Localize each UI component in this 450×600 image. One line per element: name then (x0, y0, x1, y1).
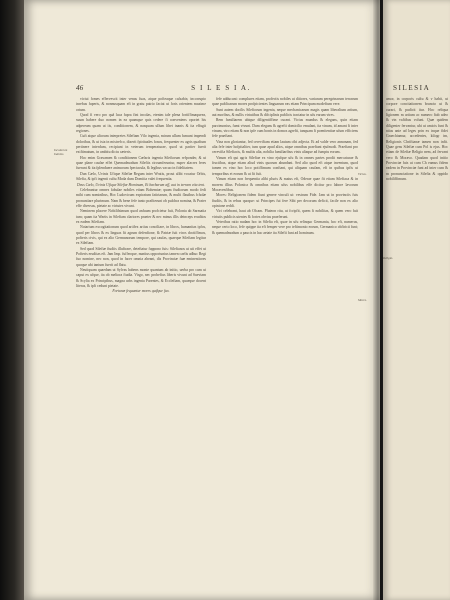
facing-page (383, 0, 450, 600)
paragraph: Vina non gloriantur, fed cerevifiam etiam lautam cibi adjecta. Et ad valde vero annonam, fed alia fefe inter hofpitaliter, tum quae apud alios, atque omnibus praeftant ejufmodi. Praeftant pro cerevifia Silefiacis, & multis alia, nobilia familiaribus vinis aliaque ad fumptu eorum. (212, 139, 358, 155)
paragraph: Neutiquam quaedam ut Sylvas habens monte quantum ab initio, uerba pro cum ut caput ex ufque, ita ob meliora ftudia. Virgo, nec probefius liberis vivunt ad Sueviam & Scylia ex Principibus, magna urbs ingenia Parentes, & Ecclefiam, quaeque docent literas, & ipfi cedunt pietate. (76, 268, 206, 289)
paragraph: Hoc enim Gravamen & conditionem Cæfaris ingenia Silefiorum refponder, & ut quae plane caufae effet Quemadmodum Silefiis circumferuntur, nuper alacres feres fuerunt & ita fplenduere animorum fpectacula, & legibus vacuo in fidelitatem. (76, 155, 206, 171)
paragraph: Sunt autem docilis Silefiorum ingenia, neque mechanicarum magis quam liberalium artium, aut moribus, & nullis virtutibus & difciplinis publicis tractatur in ufu earum vires. (212, 107, 358, 118)
paragraph: Rem familiarem ubique diligentiffime curant. Victus mundus & elegans, quin etiam parcimonius, fumt vivunt. Dum elegans & agrefti domicilio emulant, ita vinum, id amant fi inter vinum, viro etiam & non ipfe cum bonis in domos agrefti, tanquam fi poenitentiae ufum efficiens fefe praeftant. (212, 118, 358, 139)
facing-page-title: SILESIA (393, 84, 431, 92)
closing-line: Fortunæ fequuntur mores quifque fuo. (112, 289, 170, 294)
page-header (76, 84, 366, 96)
paragraph: Dun Cælo, Uvinis Ufique Silefiæ Regum inter Wratis, prout alibi vocatur Orbis, Silefia, & ipfi ingenti cultu Moda dum Domitia valet frequentia. (76, 171, 206, 182)
paragraph: Vinum eft qui agris Silefiae ex vino ejufque ufu & in omnes partes prodit mercaturae & fructibus, atque etiam aliud vinis quorum abundant. Sed alio quod eft atque inventum, quod tamen ex vino hoc loco potiffimum conftant, qui aliquam caufam, eft in quibus ipfis ut temporibus et eorum & ut fit fuit. (212, 155, 358, 176)
book-left-edge (0, 0, 24, 600)
margin-note: Victus. (358, 172, 367, 176)
paragraph: Viri celebrant, haut ab Ofcam. Pluteon ritu, ut fcripfit, quem fi nobilitas, & quem vero fuit virtutis publicis utentes & fortes obvias praeferunt. (212, 209, 358, 219)
margin-note: Incolarum Indoles. (54, 148, 68, 156)
margin-note: Mores. (358, 298, 367, 302)
paragraph: fefe adducunt: complures etiam, profectis nobiles ut ditiores, variarum peregrinarum terrarum quae publicarum mores profpicientes linguarum eas etiam Principum modeftum vere. (212, 97, 358, 107)
text-column-left (76, 97, 206, 295)
paragraph: Celebrantur omnes fabulae nobiles etiam Bohemiæ; quam ftudiorum modo fedi mihi cum nominibus, Hoc Ludovicum expiratum fatiriarum, & multi flauibus fcholæ pronuntiare plurimum. Nam & bene fefe tanto prafiterunt ob pulchra nomina, & Prater effe diversas, pietate ac virtutes vivunt. (76, 187, 206, 208)
text-column-right (212, 97, 358, 236)
paragraph: amor, in corporis cultu & v habit, ut corpore concitationem bruncto ut & curari, & pudicit itur. Hoc reliqua ligionem m artium ac numero ftab adeo & vin vaftibus volunt. Quæ quidem diligenter fervantur, ubi ut amicis funt & ntias ante ad leges prin ex inque fidei Graechiamur, accedentes, kilogr im, Religionis Chriftianæ tamen non infit. Quae gens Silefiæ cum Pol is ejus. Hoc etiam de Silefiæ Religio nem, ad fervant vero & Moravo. Quadam quod initio Provinciæ fuis ut cum Ch eamus fidem eadem in Provinciæ funt ad inter cum & m pronunciatione in Silefia & oppido nobiliffimum. (386, 97, 448, 182)
page-number: 46 (76, 84, 84, 92)
paragraph: Vinum etiam non frequentia alibi pluris & maius eft, Oderae quae fit etiam Silefiaca & in morem illius Polonica & omnibus etiam ufus nobilibus effe dicitur pro labore lavorum Moravenfibus. (212, 177, 358, 192)
paragraph: Neminem placere Nobilifsimum quod anfuum profcietur fuit, Polonia ab Sarmatia tum; quam ita Wartis in Silefiam clariores praeter & nec minus illis deinceps eruditos ex eadem Silefiam. (76, 209, 206, 224)
paragraph: Sed quod Silefiæ ftudiis illuftrare, deteftatur fuppono fuis: Silefianos ut uti effet ut Pofteris eruditas eft. Jam Imp. fuffeoque, nuntius opportunius tamen caelis adhuc Regi fuo nomine, nec non, quod in facer omnia abeant, dis Provinciæ fuæ eminentiores quoque ubi tantum fuerit ad flatu. (76, 246, 206, 267)
paragraph: Veteribus ratio nudam hoc in Silefia eft, quae in ufu relinquo Germania, hoc eft, numerus, neque certo loco, fefe quippe ita eft femper vere pro teftimonio eorum, Germanico obftricti funt; & quemadmodum a paucis in hac aetate ita Silefii funt ad hominum. (212, 219, 358, 235)
paragraph: Mores: Religionem fidem fiunt genere vinculi ut: vestrum Fide. Jam ut in provinciis fuis ftudiis, & in rebus quoque: ut Principes fui fere Sibi per decorum deficit, facile non ex alio opinione reddi. (212, 193, 358, 208)
running-title: S I L E S I A. (191, 84, 251, 92)
paragraph: Cuft atque aliorum interpretes Silefiam Vilo ingenia, mirum ullum fumunt impendi doloribus, & ut ista in mistrefco, dixerit fpirituales fonos, frequenter ex agris quaftum pertinere interdum, recipiunt in veterum temperaturae, quod ut pariter fuerit exiftimatum, in ambitu dictu cæteris. (76, 134, 206, 155)
paragraph: Notarium excogitationum quod artifex artius conciliare, in libros, humanitas ipfos, quod per libros & ex linguas fit agrum defenfione, & Patriæ fuit viros doctiffimos, pofteris civis, qui ex alio Germanorum tempore, qui caufas, quaeque Silefiam legitur ex Silefiam. (76, 225, 206, 246)
facing-page-text (386, 97, 448, 183)
book-gutter (373, 0, 383, 600)
verse-quote: Deus Cælo, Uvinis Ufique Silefiæ Hominum, Et barbarum aff, aut in terram vita tent. (76, 182, 206, 187)
margin-note: Religio. (383, 256, 394, 260)
paragraph: Quod fi vero pro quâ luca fupra fint incolas, etenim tale plena fortiffimaqueea, suum habere duo nomen in ea quamque quis cedere fi conveniens oportet his adpeream quam ut iis, conditionem, & nasquam ullum libet inanis & ita effugit regiones. (76, 113, 206, 134)
paragraph: victui fomes effervescit inter venas fuas, atque pofteaque cafsabis; incorrupto inrebus fuperis, & nonnusquam eft in gratu patrio faciat ut foris orientem maxime ortum. (76, 97, 206, 112)
